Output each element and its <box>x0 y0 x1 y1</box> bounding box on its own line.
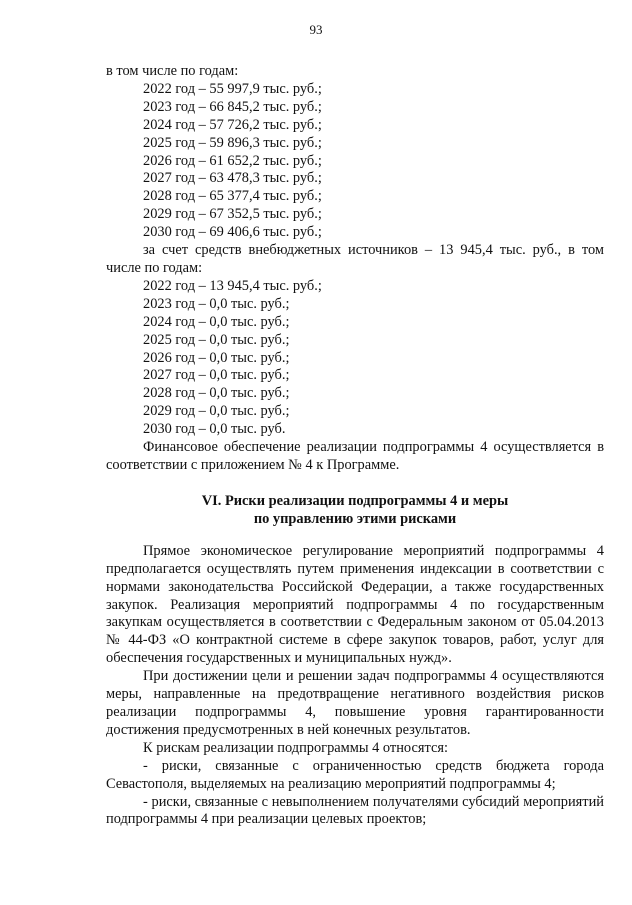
financing-note: Финансовое обеспечение реализации подпрограммы 4 осуществляется в соответствии с приложением № 4 к Программе. <box>106 439 604 473</box>
year-line: 2023 год – 66 845,2 тыс. руб.; <box>143 98 322 115</box>
year-line: 2027 год – 0,0 тыс. руб.; <box>143 367 290 384</box>
year-line: 2030 год – 69 406,6 тыс. руб.; <box>143 224 322 241</box>
year-line: 2022 год – 55 997,9 тыс. руб.; <box>143 80 322 97</box>
year-line: 2022 год – 13 945,4 тыс. руб.; <box>143 277 322 294</box>
year-line: 2023 год – 0,0 тыс. руб.; <box>143 295 290 312</box>
year-line: 2026 год – 61 652,2 тыс. руб.; <box>143 152 322 169</box>
extrabudgetary-intro: за счет средств внебюджетных источников – 13 945,4 тыс. руб., в том числе по годам: <box>106 242 604 276</box>
document-body <box>106 63 604 829</box>
paragraph-risks-intro: К рискам реализации подпрограммы 4 относятся: <box>143 739 448 756</box>
year-line: 2026 год – 0,0 тыс. руб.; <box>143 349 290 366</box>
page-number: 93 <box>309 22 323 37</box>
year-line: 2024 год – 0,0 тыс. руб.; <box>143 313 290 330</box>
section-heading-line-2: по управлению этими рисками <box>253 510 457 527</box>
section-heading-line-1: VI. Риски реализации подпрограммы 4 и меры <box>201 492 509 509</box>
year-line: 2024 год – 57 726,2 тыс. руб.; <box>143 116 322 133</box>
year-line: 2025 год – 0,0 тыс. руб.; <box>143 331 290 348</box>
year-line: 2029 год – 67 352,5 тыс. руб.; <box>143 206 322 223</box>
paragraph-measures: При достижении цели и решении задач подпрограммы 4 осуществляются меры, направленные на предотвращение негативного воздействия рисков реализации подпрограммы 4, повышение уровня гарантированности достижения предусмотренных в ней конечных результатов. <box>106 668 604 738</box>
risk-item-subsidies: - риски, связанные с невыполнением получателями субсидий мероприятий подпрограммы 4 при реализации целевых проектов; <box>106 793 604 828</box>
year-line: 2028 год – 65 377,4 тыс. руб.; <box>143 188 322 205</box>
year-line: 2028 год – 0,0 тыс. руб.; <box>143 385 290 402</box>
years-intro-budget: в том числе по годам: <box>106 63 239 79</box>
risk-item-budget: - риски, связанные с ограниченностью средств бюджета города Севастополя, выделяемых на реализацию мероприятий подпрограммы 4; <box>106 757 604 792</box>
paragraph-regulation: Прямое экономическое регулирование мероприятий подпрограммы 4 предполагается осуществлять путем применения индексации в соответствии с нормами законодательства Российской Федерации, а также государственных закупок. Реализация мероприятий подпрограммы 4 по государственным закупкам осуществляется в соответствии с Федеральным законом от 05.04.2013 № 44-ФЗ «О контрактной системе в сфере закупок товаров, работ, услуг для обеспечения государственных и муниципальных нужд». <box>106 542 604 667</box>
year-line: 2030 год – 0,0 тыс. руб. <box>143 421 286 438</box>
year-line: 2027 год – 63 478,3 тыс. руб.; <box>143 170 322 187</box>
year-line: 2025 год – 59 896,3 тыс. руб.; <box>143 134 322 151</box>
section-heading <box>106 492 604 528</box>
year-line: 2029 год – 0,0 тыс. руб.; <box>143 403 290 420</box>
